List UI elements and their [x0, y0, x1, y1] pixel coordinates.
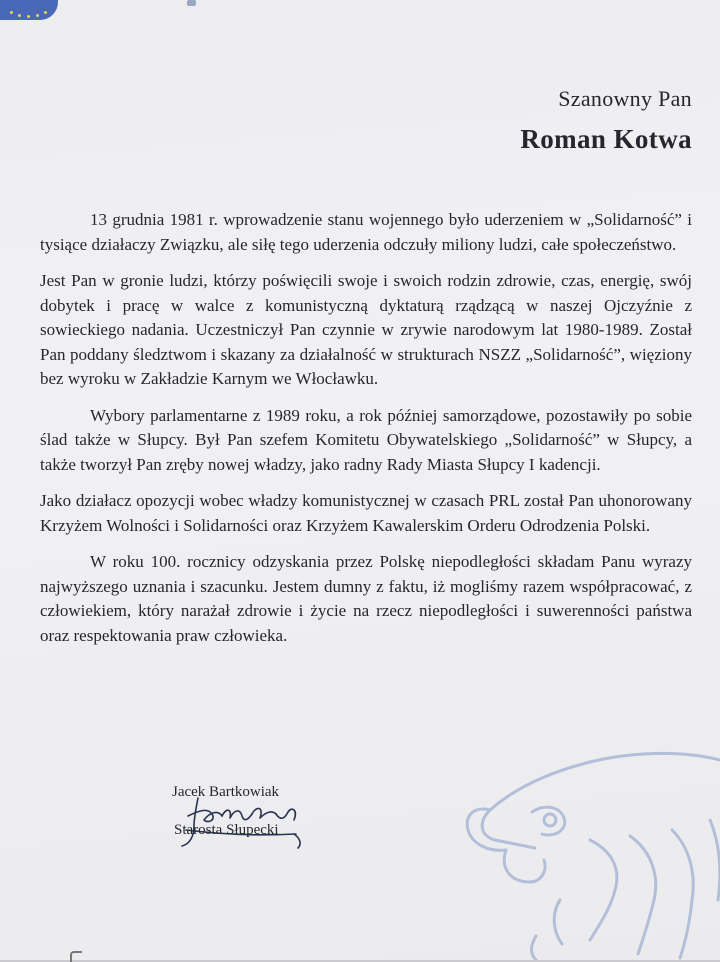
paragraph: W roku 100. rocznicy odzyskania przez Polskę niepodległości składam Panu wyrazy najwyższego uznania i szacunku. Jestem dumny z faktu, iż mogliśmy razem współpracować, z człowiekiem, który narażał zdrowie i życie na rzecz niepodległości i suwerenności państwa oraz respektowania praw człowieka.: [40, 552, 692, 645]
paragraph: Wybory parlamentarne z 1989 roku, a rok później samorządowe, pozostawiły po sobie ślad także w Słupcy. Był Pan szefem Komitetu Obywatelskiego „Solidarność” w Słupcy, a także tworzył Pan zręby nowej władzy, jako radny Rady Miasta Słupcy I kadencji.: [40, 405, 692, 474]
logo-star: [18, 14, 21, 17]
paragraph: Jako działacz opozycji wobec władzy komunistycznej w czasach PRL został Pan uhonorowany Krzyżem Wolności i Solidarności oraz Krzyżem Kawalerskim Orderu Odrodzenia Polski.: [40, 491, 692, 535]
logo-star: [36, 14, 39, 17]
eagle-head-watermark-icon: [440, 740, 720, 960]
paragraph: 13 grudnia 1981 r. wprowadzenie stanu wojennego było uderzeniem w „Solidarność” i tysiące działaczy Związku, ale siłę tego uderzenia odczuły miliony ludzi, całe społeczeństwo.: [40, 210, 692, 254]
eu-flag-logo-icon: [0, 0, 58, 20]
logo-star: [44, 11, 47, 14]
logo-star: [10, 11, 13, 14]
header-logo-fragment-icon: [187, 0, 196, 6]
paragraph: Jest Pan w gronie ludzi, którzy poświęcili swoje i swoich rodzin zdrowie, czas, energię, swój dobytek i pracę w walce z komunistyczną dyktaturą rządzącą w naszej Ojczyźnie z sowieckiego nadania. Uczestniczył Pan czynnie w zrywie narodowym lat 1980-1989. Został Pan poddany śledztwom i skazany za działalność w strukturach NSZZ „Solidarność”, więziony bez wyroku w Zakładzie Karnym we Włocławku.: [40, 271, 692, 388]
signatory-name: Jacek Bartkowiak: [172, 784, 280, 800]
salutation: Szanowny Pan: [558, 86, 692, 111]
recipient-name: Roman Kotwa: [520, 124, 692, 154]
footer-text-fragment: [70, 951, 82, 962]
signatory-title: Starosta Słupecki: [174, 822, 279, 838]
logo-star: [27, 15, 30, 18]
letter-body: [40, 208, 692, 660]
